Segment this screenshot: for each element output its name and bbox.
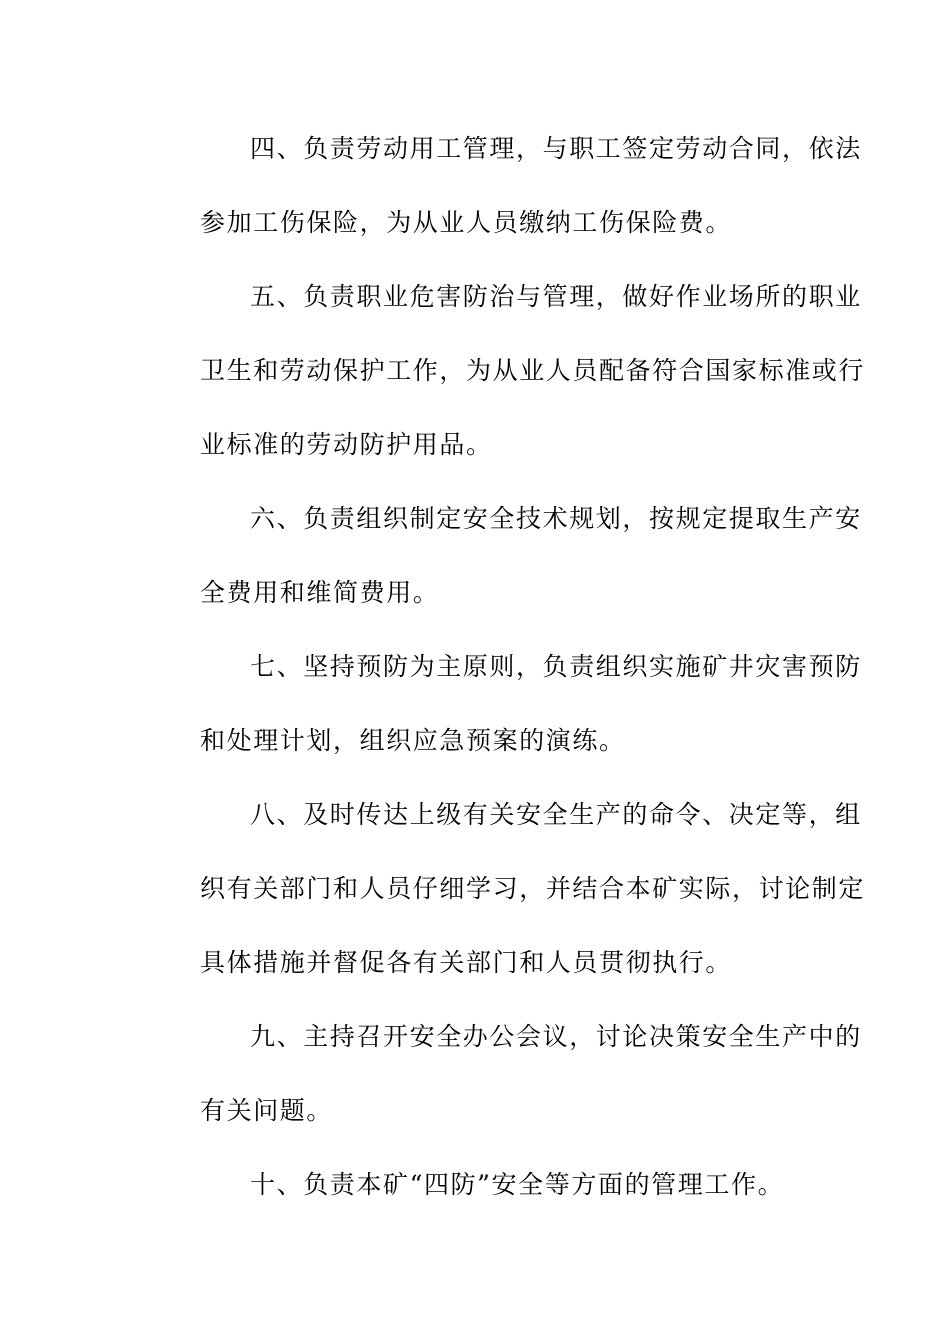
paragraph-7 — [150, 630, 862, 778]
paragraph-line: 十、负责本矿“四防”安全等方面的管理工作。 — [250, 1170, 785, 1199]
paragraph-line: 九、主持召开安全办公会议，讨论决策安全生产中的 — [250, 1022, 862, 1051]
paragraph-line: 具体措施并督促各有关部门和人员贯彻执行。 — [200, 948, 733, 977]
paragraph-5 — [150, 260, 866, 482]
paragraph-line: 五、负责职业危害防治与管理，做好作业场所的职业 — [250, 282, 862, 311]
paragraph-6 — [150, 482, 862, 630]
paragraph-line: 有关问题。 — [200, 1096, 334, 1125]
document-page — [150, 112, 866, 1222]
paragraph-line: 八、及时传达上级有关安全生产的命令、决定等，组 — [250, 800, 862, 829]
paragraph-line: 织有关部门和人员仔细学习，并结合本矿实际，讨论制定 — [200, 874, 866, 903]
paragraph-10 — [150, 1148, 790, 1222]
paragraph-line: 六、负责组织制定安全技术规划，按规定提取生产安 — [250, 504, 862, 533]
paragraph-4 — [150, 112, 862, 260]
paragraph-line: 业标准的劳动防护用品。 — [200, 430, 493, 459]
paragraph-line: 卫生和劳动保护工作，为从业人员配备符合国家标准或行 — [200, 356, 866, 385]
paragraph-line: 和处理计划，组织应急预案的演练。 — [200, 726, 626, 755]
paragraph-9 — [150, 1000, 862, 1148]
paragraph-line: 七、坚持预防为主原则，负责组织实施矿井灾害预防 — [250, 652, 862, 681]
paragraph-line: 参加工伤保险，为从业人员缴纳工伤保险费。 — [200, 208, 733, 237]
paragraph-line: 全费用和维简费用。 — [200, 578, 440, 607]
paragraph-line: 四、负责劳动用工管理，与职工签定劳动合同，依法 — [250, 134, 862, 163]
paragraph-8 — [150, 778, 866, 1000]
